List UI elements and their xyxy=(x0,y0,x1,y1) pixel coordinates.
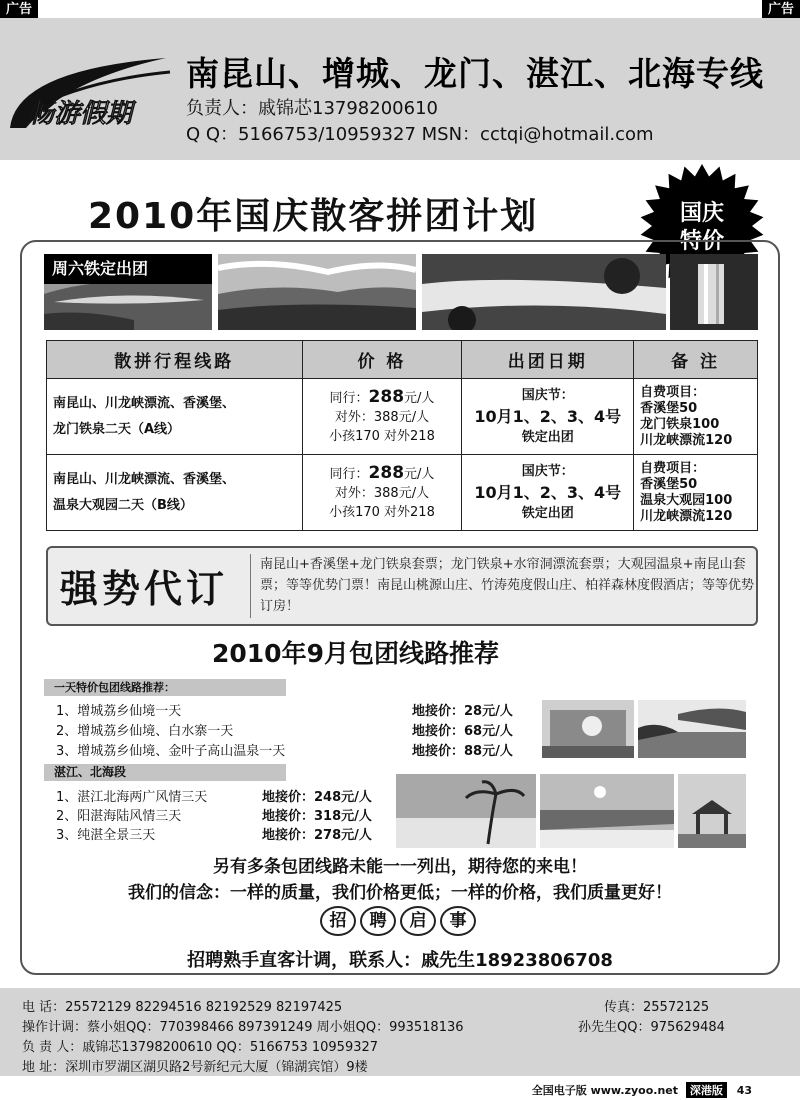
edition-label: 深港版 xyxy=(686,1082,727,1098)
list-item-price: 地接价：88元/人 xyxy=(412,744,513,759)
recruit-char: 聘 xyxy=(360,906,396,936)
table-row xyxy=(47,379,758,455)
list-item: 3、纯湛全景三天 xyxy=(56,828,156,843)
header-route: 散拼行程线路 xyxy=(47,341,303,379)
list-item-price: 地接价：28元/人 xyxy=(412,704,513,719)
list-item: 3、增城荔乡仙境、金叶子高山温泉一天 xyxy=(56,744,286,759)
booking-agent-box xyxy=(46,546,758,626)
rafting-photo xyxy=(422,254,666,330)
one-day-section-bar: 一天特价包团线路推荐： xyxy=(44,679,286,696)
routes-table xyxy=(46,340,758,531)
price-cell: 同行：288元/人 对外：388元/人 小孩170 对外218 xyxy=(302,379,462,455)
saturday-departure-tag: 周六铁定出团 xyxy=(44,254,212,284)
notes-cell: 自费项目： 香溪堡50 温泉大观园100 川龙峡漂流120 xyxy=(634,455,758,531)
palm-beach-photo xyxy=(396,774,536,848)
footer-phone: 电 话：25572129 82294516 82192529 82197425 xyxy=(22,1000,343,1015)
price-cell: 同行：288元/人 对外：388元/人 小孩170 对外218 xyxy=(302,455,462,531)
badge-line2: 特价 xyxy=(679,229,725,254)
badge-line1: 国庆 xyxy=(679,201,725,226)
motto-message: 我们的信念：一样的质量，我们价格更低；一样的价格，我们质量更好！ xyxy=(128,883,672,903)
notes-cell: 自费项目： 香溪堡50 龙门铁泉100 川龙峡漂流120 xyxy=(634,379,758,455)
site-url: 全国电子版 www.zyoo.net xyxy=(531,1084,678,1097)
date-cell: 国庆节： 10月1、2、3、4号 铁定出团 xyxy=(462,455,634,531)
mountain-photo xyxy=(218,254,416,330)
booking-agent-title: 强势代订 xyxy=(60,566,229,611)
hot-spring-photo xyxy=(542,700,634,758)
recruit-char: 事 xyxy=(440,906,476,936)
route-cell: 南昆山、川龙峡漂流、香溪堡、 龙门铁泉二天（A线） xyxy=(47,379,303,455)
list-item-price: 地接价：318元/人 xyxy=(262,809,372,824)
page-footer xyxy=(532,1082,752,1098)
date-cell: 国庆节： 10月1、2、3、4号 铁定出团 xyxy=(462,379,634,455)
list-item-price: 地接价：278元/人 xyxy=(262,828,372,843)
recruit-char: 启 xyxy=(400,906,436,936)
logo-text: 畅游假期 xyxy=(28,99,133,129)
page-number: 43 xyxy=(736,1084,752,1097)
waterfall-photo xyxy=(670,254,758,330)
recruit-char: 招 xyxy=(320,906,356,936)
zhanjiang-section-bar: 湛江、北海段 xyxy=(44,764,286,781)
table-header-row xyxy=(47,341,758,379)
footer-fax: 传真：25572125 xyxy=(604,1000,710,1015)
sandy-beach-photo xyxy=(540,774,674,848)
header-contact: 负责人：戚锦芯13798200610 xyxy=(186,98,438,119)
list-item: 1、湛江北海两广风情三天 xyxy=(56,790,208,805)
header-date: 出团日期 xyxy=(462,341,634,379)
footer-address: 地 址：深圳市罗湖区湖贝路2号新纪元大厦（锦湖宾馆）9楼 xyxy=(22,1060,368,1075)
company-logo xyxy=(6,50,174,136)
plan-title: 2010年国庆散客拼团计划 xyxy=(88,196,539,237)
list-item: 2、增城荔乡仙境、白水寨一天 xyxy=(56,724,234,739)
footer-sun-qq: 孙先生QQ：975629484 xyxy=(578,1020,725,1035)
recruitment-text: 招聘熟手直客计调，联系人：戚先生18923806708 xyxy=(187,950,613,971)
recruitment-title xyxy=(320,906,476,938)
footer-owner: 负 责 人：戚锦芯13798200610 QQ：5166753 10959327 xyxy=(22,1040,379,1055)
booking-agent-text: 南昆山+香溪堡+龙门铁泉套票；龙门铁泉+水帘洞漂流套票；大观园温泉+南昆山套票；等等优势门票！南昆山桃源山庄、竹涛苑度假山庄、柏祥森林度假酒店；等等优势订房！ xyxy=(260,557,755,614)
divider xyxy=(250,554,251,618)
header-qq-msn: Q Q：5166753/10959327 MSN：cctqi@hotmail.com xyxy=(186,124,654,145)
pavilion-photo xyxy=(678,774,746,848)
list-item: 2、阳湛海陆风情三天 xyxy=(56,809,182,824)
ad-tag-left: 广告 xyxy=(0,0,38,20)
header-price: 价 格 xyxy=(302,341,462,379)
list-item: 1、增城荔乡仙境一天 xyxy=(56,704,182,719)
list-item-price: 地接价：248元/人 xyxy=(262,790,372,805)
table-row xyxy=(47,455,758,531)
ad-tag-right: 广告 xyxy=(762,0,800,20)
coastline-photo xyxy=(638,700,746,758)
header-notes: 备 注 xyxy=(634,341,758,379)
more-routes-message: 另有多条包团线路未能一一列出，期待您的来电！ xyxy=(213,857,587,877)
footer-contact xyxy=(0,988,800,1076)
list-item-price: 地接价：68元/人 xyxy=(412,724,513,739)
footer-operators: 操作计调：蔡小姐QQ：770398466 897391249 周小姐QQ：993518136 xyxy=(22,1020,464,1035)
route-cell: 南昆山、川龙峡漂流、香溪堡、 温泉大观园二天（B线） xyxy=(47,455,303,531)
group-tour-title: 2010年9月包团线路推荐 xyxy=(212,639,499,668)
header-banner xyxy=(0,18,800,160)
header-title: 南昆山、增城、龙门、湛江、北海专线 xyxy=(186,54,764,93)
